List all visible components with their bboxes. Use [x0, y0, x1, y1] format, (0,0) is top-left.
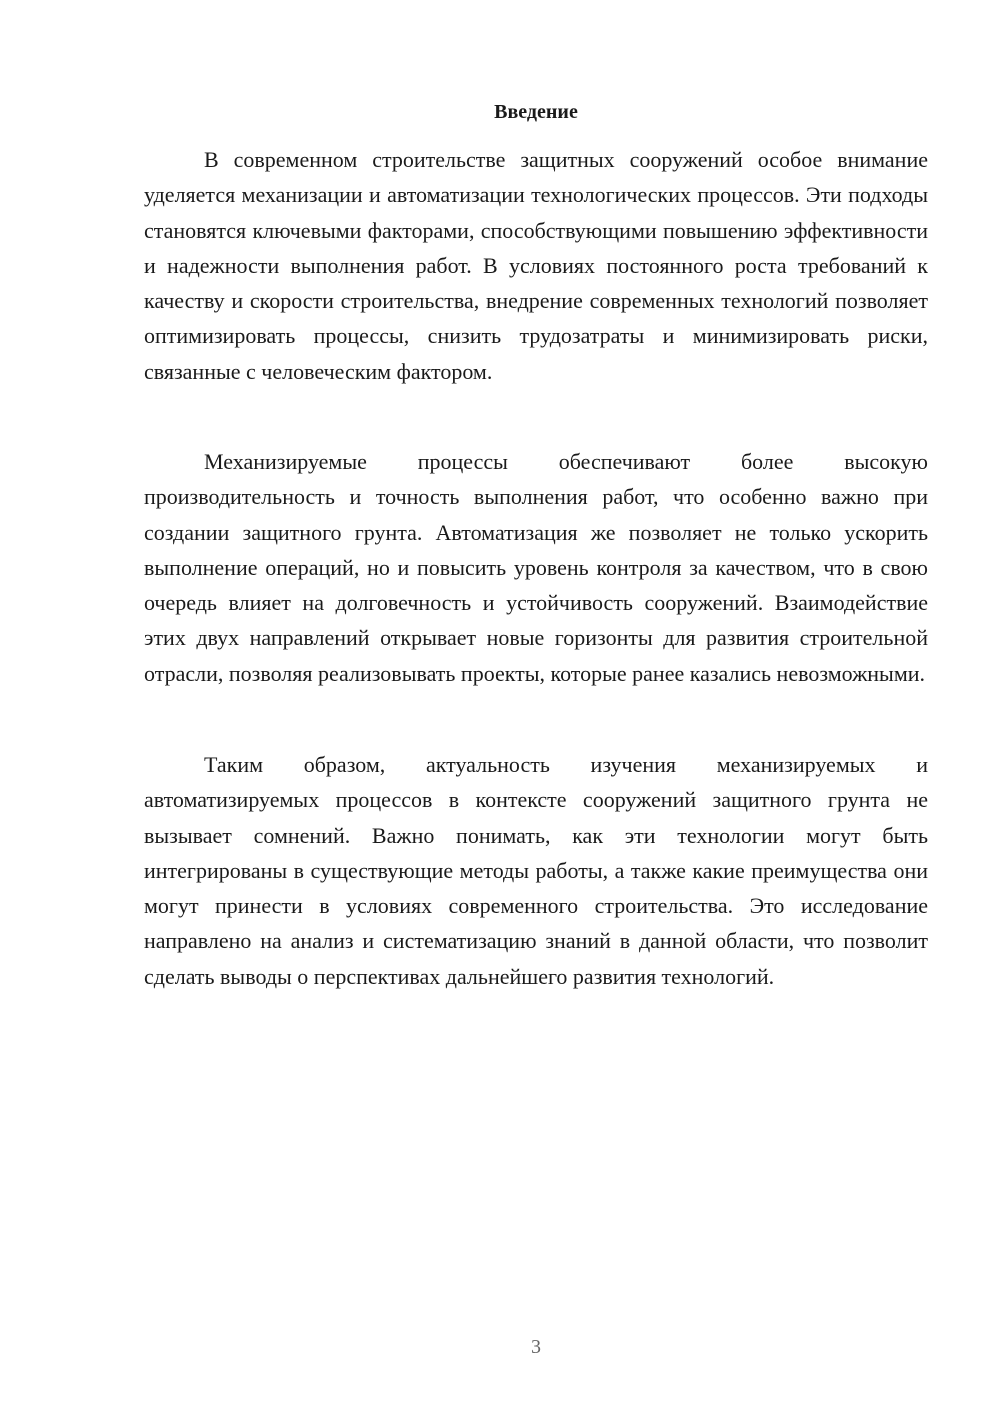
page-number: 3: [531, 1336, 541, 1358]
paragraph-1: В современном строительстве защитных сооружений особое внимание уделяется механизации и автоматизации технологических процессов. Эти подходы становятся ключевыми факторами, способствующими повышению эффективности и надежности выполнения работ. В условиях постоянного роста требований к качеству и скорости строительства, внедрение современных технологий позволяет оптимизировать процессы, снизить трудозатраты и минимизировать риски, связанные с человеческим фактором.: [144, 147, 928, 384]
section-title: Введение: [494, 101, 578, 123]
paragraph-2: Механизируемые процессы обеспечивают более высокую производительность и точность выполнения работ, что особенно важно при создании защитного грунта. Автоматизация же позволяет не только ускорить выполнение операций, но и повысить уровень контроля за качеством, что в свою очередь влияет на долговечность и устойчивость сооружений. Взаимодействие этих двух направлений открывает новые горизонты для развития строительной отрасли, позволяя реализовывать проекты, которые ранее казались невозможными.: [144, 449, 928, 686]
paragraph-3: Таким образом, актуальность изучения механизируемых и автоматизируемых процессов в контексте сооружений защитного грунта не вызывает сомнений. Важно понимать, как эти технологии могут быть интегрированы в существующие методы работы, а также какие преимущества они могут принести в условиях современного строительства. Это исследование направлено на анализ и систематизацию знаний в данной области, что позволит сделать выводы о перспективах дальнейшего развития технологий.: [144, 752, 928, 989]
